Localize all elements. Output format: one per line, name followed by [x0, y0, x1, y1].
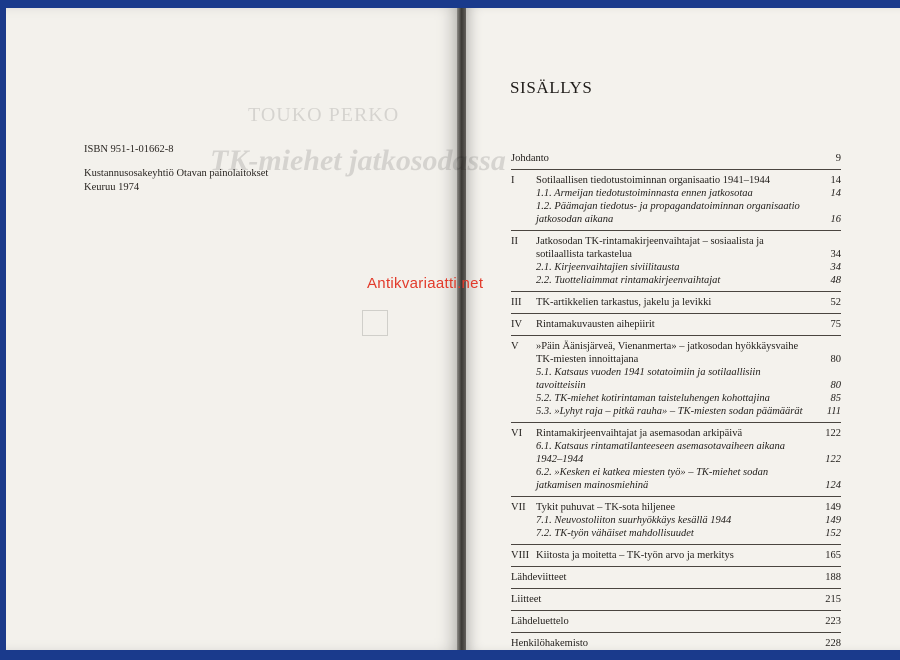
toc-subsection-line: [536, 453, 841, 466]
toc-page-number: 188: [825, 572, 841, 583]
toc-entry: [511, 632, 841, 654]
toc-chapter-line: [536, 296, 841, 309]
toc-subsection-line: [536, 527, 841, 540]
toc-line-text: sotilaallista tarkastelua: [536, 249, 632, 260]
toc-subsection-line: [536, 213, 841, 226]
toc-page-number: 124: [825, 480, 841, 491]
chapter-number: VII: [511, 502, 526, 513]
toc-line-text: Kiitosta ja moitetta – TK-työn arvo ja merkitys: [536, 550, 734, 561]
toc-page-number: 34: [830, 262, 841, 273]
toc-page-number: 16: [830, 214, 841, 225]
toc-line-text: jatkosodan aikana: [536, 214, 614, 225]
toc-page-number: 14: [830, 175, 841, 186]
toc-page-number: 52: [830, 297, 841, 308]
toc-line-text: Lähdeviitteet: [511, 572, 567, 583]
show-through-title: TK-miehet jatkosodassa: [210, 144, 506, 177]
toc-page-number: 228: [825, 638, 841, 649]
toc-line-text: 5.2. TK-miehet kotirintaman taisteluhengen kohottajina: [536, 393, 770, 404]
toc-line-text: tavoitteisiin: [536, 380, 586, 391]
toc-subsection-line: [536, 466, 841, 479]
toc-page-number: 149: [825, 515, 841, 526]
toc-page-number: 80: [830, 354, 841, 365]
toc-page-number: 75: [830, 319, 841, 330]
imprint-block: [84, 143, 268, 195]
toc-subsection-line: [536, 514, 841, 527]
chapter-number: II: [511, 236, 518, 247]
toc-line-text: jatkamisen mainosmiehinä: [536, 480, 649, 491]
toc-line-text: Liitteet: [511, 594, 542, 605]
toc-line-text: 7.2. TK-työn vähäiset mahdollisuudet: [536, 528, 694, 539]
chapter-number: I: [511, 175, 515, 186]
toc-line-text: 2.2. Tuotteliaimmat rintamakirjeenvaihtajat: [536, 275, 721, 286]
toc-chapter-line: [511, 593, 841, 606]
watermark-text: Antikvariaatti.net: [367, 275, 484, 292]
toc-chapter-line: [511, 615, 841, 628]
toc-entry: [511, 335, 841, 422]
toc-page-number: 80: [830, 380, 841, 391]
toc-page-number: 152: [825, 528, 841, 539]
show-through-author: TOUKO PERKO: [248, 104, 400, 126]
toc-page-number: 9: [835, 153, 841, 164]
toc-page-number: 122: [825, 428, 841, 439]
toc-line-text: Sotilaallisen tiedotustoiminnan organisaatio 1941–1944: [536, 175, 770, 186]
chapter-number: IV: [511, 319, 523, 330]
toc-page-number: 14: [830, 188, 841, 199]
toc-line-text: 2.1. Kirjeenvaihtajien siviilitausta: [536, 262, 680, 273]
show-through-logo: [362, 310, 388, 336]
toc-entry: [511, 291, 841, 313]
toc-entry: [511, 610, 841, 632]
toc-subsection-line: [536, 187, 841, 200]
toc-page-number: 111: [826, 406, 841, 417]
place-year-text: Keuruu 1974: [84, 182, 140, 193]
toc-page-number: 165: [825, 550, 841, 561]
toc-chapter-line: [511, 637, 841, 650]
toc-chapter-line: [536, 235, 841, 248]
toc-subsection-line: [536, 261, 841, 274]
toc-entry: [511, 169, 841, 230]
toc-line-text: Jatkosodan TK-rintamakirjeenvaihtajat – sosiaalista ja: [536, 236, 764, 247]
toc-page-number: 223: [825, 616, 841, 627]
toc-page-number: 215: [825, 594, 841, 605]
toc-page-number: 48: [830, 275, 841, 286]
toc-entry: [511, 313, 841, 335]
toc-line-text: Lähdeluettelo: [511, 616, 569, 627]
toc-subsection-line: [536, 392, 841, 405]
toc-heading: SISÄLLYS: [510, 78, 593, 97]
toc-line-text: Tykit puhuvat – TK-sota hiljenee: [536, 502, 676, 513]
toc-chapter-line: [536, 174, 841, 187]
toc-subsection-line: [536, 379, 841, 392]
toc-page-number: 149: [825, 502, 841, 513]
toc-line-text: TK-artikkelien tarkastus, jakelu ja levikki: [536, 297, 712, 308]
toc-line-text: 6.2. »Kesken ei katkea miesten työ» – TK-miehet sodan: [536, 467, 769, 478]
toc-page-number: 34: [830, 249, 841, 260]
toc-line-text: Rintamakirjeenvaihtajat ja asemasodan arkipäivä: [536, 428, 743, 439]
toc-chapter-line: [511, 152, 841, 165]
toc-page-number: 122: [825, 454, 841, 465]
toc-subsection-line: [536, 366, 841, 379]
toc-entry: [511, 588, 841, 610]
toc-entry: [511, 566, 841, 588]
toc-subsection-line: [536, 440, 841, 453]
toc-entry: [511, 148, 841, 169]
chapter-number: III: [511, 297, 522, 308]
toc-line-text: Rintamakuvausten aihepiirit: [536, 319, 655, 330]
toc-chapter-line: [536, 318, 841, 331]
toc-subsection-line: [536, 479, 841, 492]
toc-line-text: 7.1. Neuvostoliiton suurhyökkäys kesällä 1944: [536, 515, 732, 526]
toc-entry: [511, 422, 841, 496]
toc-chapter-line: [536, 248, 841, 261]
toc-chapter-line: [536, 340, 841, 353]
publisher-text: Kustannusosakeyhtiö Otavan painolaitokset: [84, 168, 269, 179]
toc-line-text: Henkilöhakemisto: [511, 638, 588, 649]
toc-line-text: TK-miesten innoittajana: [536, 354, 639, 365]
toc-entry: [511, 496, 841, 544]
toc-chapter-line: [536, 353, 841, 366]
toc-chapter-line: [536, 501, 841, 514]
toc-line-text: 1942–1944: [536, 454, 584, 465]
toc-page-number: 85: [830, 393, 841, 404]
isbn-text: ISBN 951-1-01662-8: [84, 144, 174, 155]
chapter-number: VI: [511, 428, 523, 439]
toc-line-text: 1.1. Armeijan tiedotustoiminnasta ennen jatkosotaa: [536, 188, 753, 199]
toc-line-text: »Päin Äänisjärveä, Vienanmerta» – jatkosodan hyökkäysvaihe: [536, 341, 799, 352]
chapter-number: V: [511, 341, 519, 352]
toc-subsection-line: [536, 274, 841, 287]
toc-chapter-line: [536, 427, 841, 440]
toc-chapter-line: [511, 571, 841, 584]
toc-line-text: 1.2. Päämajan tiedotus- ja propagandatoiminnan organisaatio: [536, 201, 800, 212]
toc-entry: [511, 544, 841, 566]
table-of-contents: [511, 148, 841, 654]
toc-subsection-line: [536, 405, 841, 418]
toc-subsection-line: [536, 200, 841, 213]
toc-line-text: Johdanto: [511, 153, 549, 164]
toc-line-text: 5.1. Katsaus vuoden 1941 sotatoimiin ja sotilaallisiin: [536, 367, 761, 378]
chapter-number: VIII: [511, 550, 530, 561]
toc-line-text: 5.3. »Lyhyt raja – pitkä rauha» – TK-miesten sodan päämäärät: [536, 406, 803, 417]
toc-chapter-line: [536, 549, 841, 562]
toc-entry: [511, 230, 841, 291]
toc-line-text: 6.1. Katsaus rintamatilanteeseen asemasotavaiheen aikana: [536, 441, 786, 452]
